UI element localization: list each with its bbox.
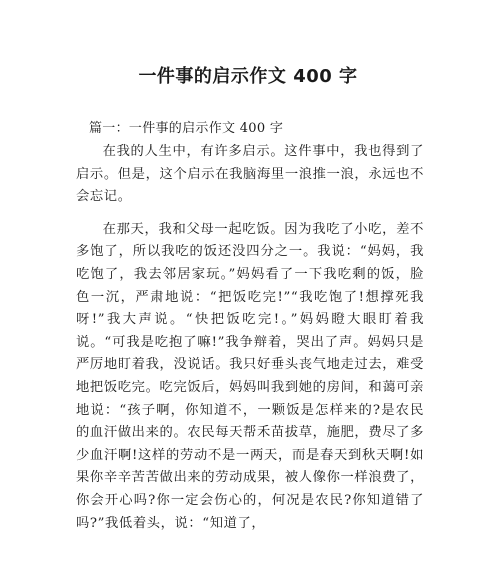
document-title: 一件事的启示作文 400 字 bbox=[138, 66, 358, 87]
paragraph-2: 在那天，我和父母一起吃饭。因为我吃了小吃，差不多饱了，所以我吃的饭还没四分之一。我说：“妈妈，我吃饱了，我去邻居家玩。”妈妈看了一下我吃剩的饭，脸色一沉，严肃地说：“把饭吃完!”“我吃饱了!想撑死我呀!”我大声说。“快把饭吃完!。”妈妈瞪大眼盯着我说。“可我是吃抱了嘛!”我争辩着，哭出了声。妈妈只是严厉地盯着我，没说话。我只好垂头丧气地走过去，难受地把饭吃完。吃完饭后，妈妈叫我到她的房间，和蔼可亲地说：“孩子啊，你知道不，一颗饭是怎样来的?是农民的血汗做出来的。农民每天帮禾苗拔草，施肥，费尽了多少血汗啊!这样的劳动不是一两天，而是春天到秋天啊!如果你辛辛苦苦做出来的劳动成果，被人像你一样浪费了，你会开心吗?你一定会伤心的，何况是农民?你知道错了吗?”我低着头，说：“知道了， bbox=[76, 221, 424, 531]
paragraph-1: 在我的人生中，有许多启示。这件事中，我也得到了启示。但是，这个启示在我脑海里一浪推一浪，永远也不会忘记。 bbox=[76, 144, 424, 205]
document-body bbox=[76, 141, 424, 545]
section-heading: 篇一：一件事的启示作文 400 字 bbox=[89, 121, 284, 136]
